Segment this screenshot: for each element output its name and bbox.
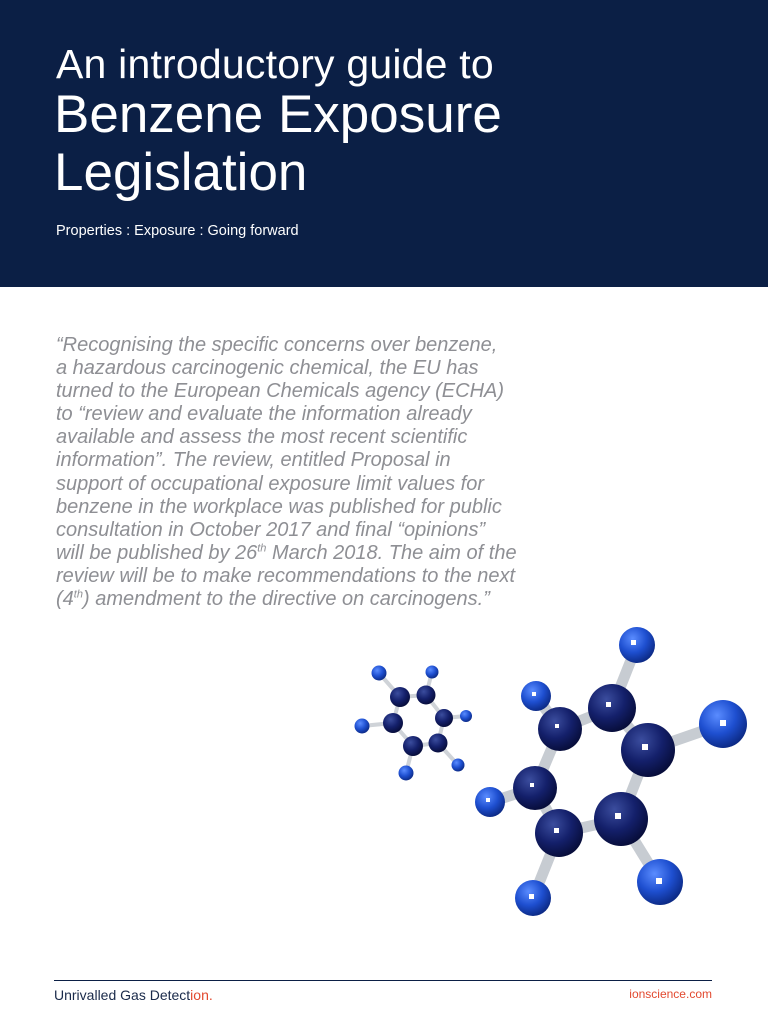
page-title xyxy=(54,86,694,202)
quote-text: will be published by 26 xyxy=(56,541,258,564)
quote-line: turned to the European Chemicals agency (ECHA) xyxy=(56,380,505,403)
quote-text: (4 xyxy=(56,588,74,611)
quote-line xyxy=(56,588,656,611)
website-link[interactable]: ionscience.com xyxy=(629,987,712,1001)
quote-line xyxy=(56,542,656,565)
title-line-1: Benzene Exposure xyxy=(54,85,502,144)
slogan-accent: ion. xyxy=(190,987,213,1003)
quote-line: a hazardous carcinogenic chemical, the EU has xyxy=(56,357,479,380)
quote-line: review will be to make recommendations to the next xyxy=(56,564,516,587)
quote-line: support of occupational exposure limit values for xyxy=(56,472,485,495)
superscript: th xyxy=(73,588,83,601)
quote-line: consultation in October 2017 and final “opinions” xyxy=(56,518,486,541)
slogan-text: Unrivalled Gas Detect xyxy=(54,987,191,1003)
quote-line: information”. The review, entitled Proposal in xyxy=(56,449,451,472)
quote-line: benzene in the workplace was published for public xyxy=(56,495,502,518)
tagline: Properties : Exposure : Going forward xyxy=(56,223,299,239)
footer-slogan xyxy=(54,987,213,1003)
quote-line: “Recognising the specific concerns over benzene, xyxy=(56,334,498,356)
superscript: th xyxy=(257,542,267,555)
footer-divider xyxy=(54,980,712,981)
title-line-2: Legislation xyxy=(54,143,308,202)
quote-text: ) amendment to the directive on carcinogens.” xyxy=(82,588,490,611)
benzene-molecule-icon xyxy=(340,620,760,930)
intro-heading: An introductory guide to xyxy=(56,41,494,87)
quote-line: to “review and evaluate the information already xyxy=(56,403,472,426)
quote-line: available and assess the most recent scientific xyxy=(56,426,468,449)
small-benzene-molecule xyxy=(355,666,473,781)
header-banner xyxy=(0,0,768,287)
large-benzene-molecule xyxy=(475,627,747,916)
pull-quote xyxy=(56,334,656,611)
quote-text: March 2018. The aim of the xyxy=(266,541,517,564)
